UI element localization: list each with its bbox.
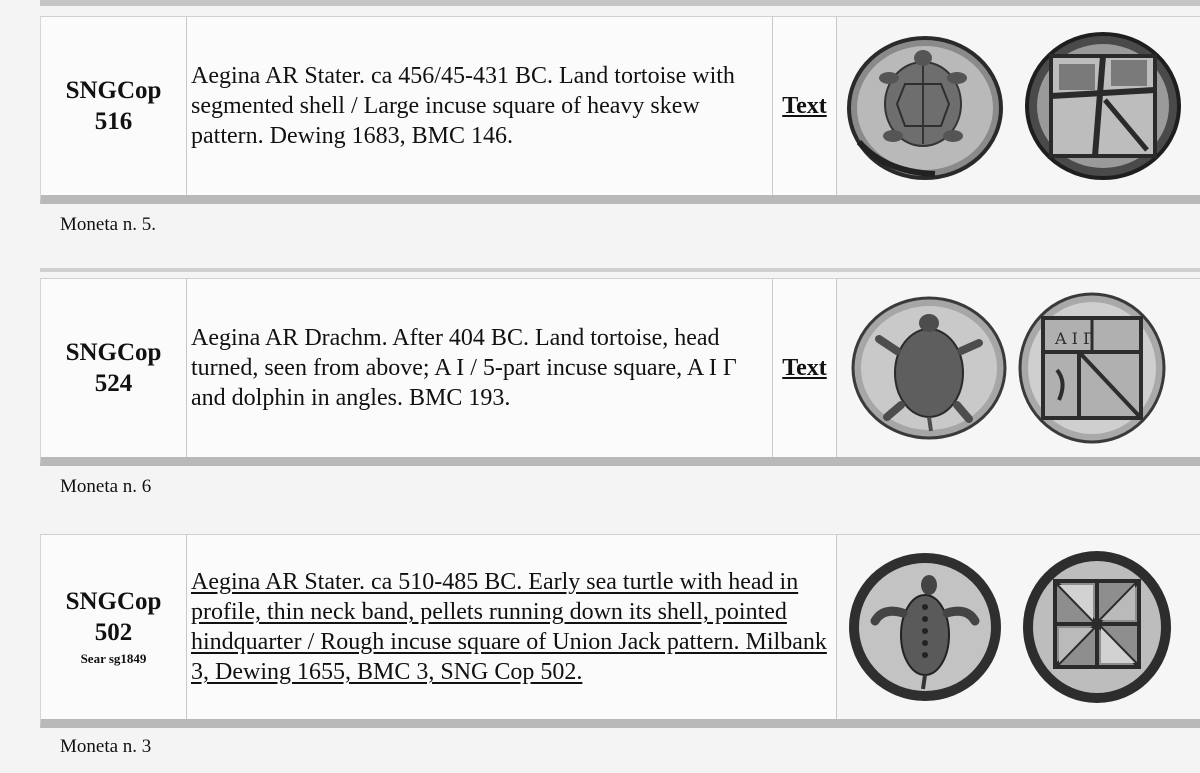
catalog-name: SNGCop	[65, 77, 162, 104]
top-divider	[40, 0, 1200, 6]
coin-image-cell	[837, 17, 1200, 195]
text-link-cell	[773, 17, 837, 195]
sea-turtle-coin-icon	[845, 549, 1005, 705]
coin-description-cell	[187, 17, 773, 195]
catalog-number: 516	[94, 108, 133, 135]
coin-description: Aegina AR Stater. ca 456/45-431 BC. Land tortoise with segmented shell / Large incuse square of heavy skew pattern. Dewing 1683, BMC 146.	[191, 63, 735, 149]
section-divider	[40, 268, 1200, 272]
coin-description-link[interactable]: Aegina AR Stater. ca 510-485 BC. Early sea turtle with head in profile, thin neck band, pellets running down its shell, pointed hindquarter / Rough incuse square of Union Jack pattern. Milbank 3, Dewing 1655, BMC 3, SNG Cop 502.	[191, 569, 827, 685]
catalog-name: SNGCop	[65, 588, 162, 615]
coin-caption: Moneta n. 6	[60, 476, 152, 497]
incuse-square-coin-icon	[1017, 290, 1167, 446]
incuse-square-coin-icon	[1023, 30, 1183, 182]
text-link[interactable]: Text	[782, 354, 827, 381]
coin-description-cell	[187, 279, 773, 457]
tortoise-coin-icon	[845, 32, 1007, 180]
catalog-number: 524	[94, 370, 133, 397]
text-link[interactable]: Text	[782, 92, 827, 119]
coin-entry-502	[40, 534, 1200, 728]
catalog-name: SNGCop	[65, 339, 162, 366]
sear-reference: Sear sg1849	[80, 651, 147, 666]
tortoise-coin-icon	[849, 293, 1009, 443]
coin-entry-524	[40, 278, 1200, 466]
coin-caption: Moneta n. 5.	[60, 214, 157, 235]
catalog-number: 502	[94, 619, 133, 646]
coin-id-cell	[41, 17, 187, 195]
text-link-cell	[773, 279, 837, 457]
coin-id-cell	[41, 279, 187, 457]
coin-entry-516	[40, 16, 1200, 204]
coin-image-cell	[837, 535, 1200, 719]
union-jack-incuse-coin-icon	[1019, 547, 1175, 707]
coin-description: Aegina AR Drachm. After 404 BC. Land tortoise, head turned, seen from above; A I / 5-part incuse square, A I Γ and dolphin in angles. BMC 193.	[191, 325, 737, 411]
coin-id-cell	[41, 535, 187, 719]
coin-caption: Moneta n. 3	[60, 736, 152, 757]
coin-image-cell	[837, 279, 1200, 457]
coin-description-cell	[187, 535, 837, 719]
reverse-letters: A I Γ	[1055, 329, 1095, 348]
